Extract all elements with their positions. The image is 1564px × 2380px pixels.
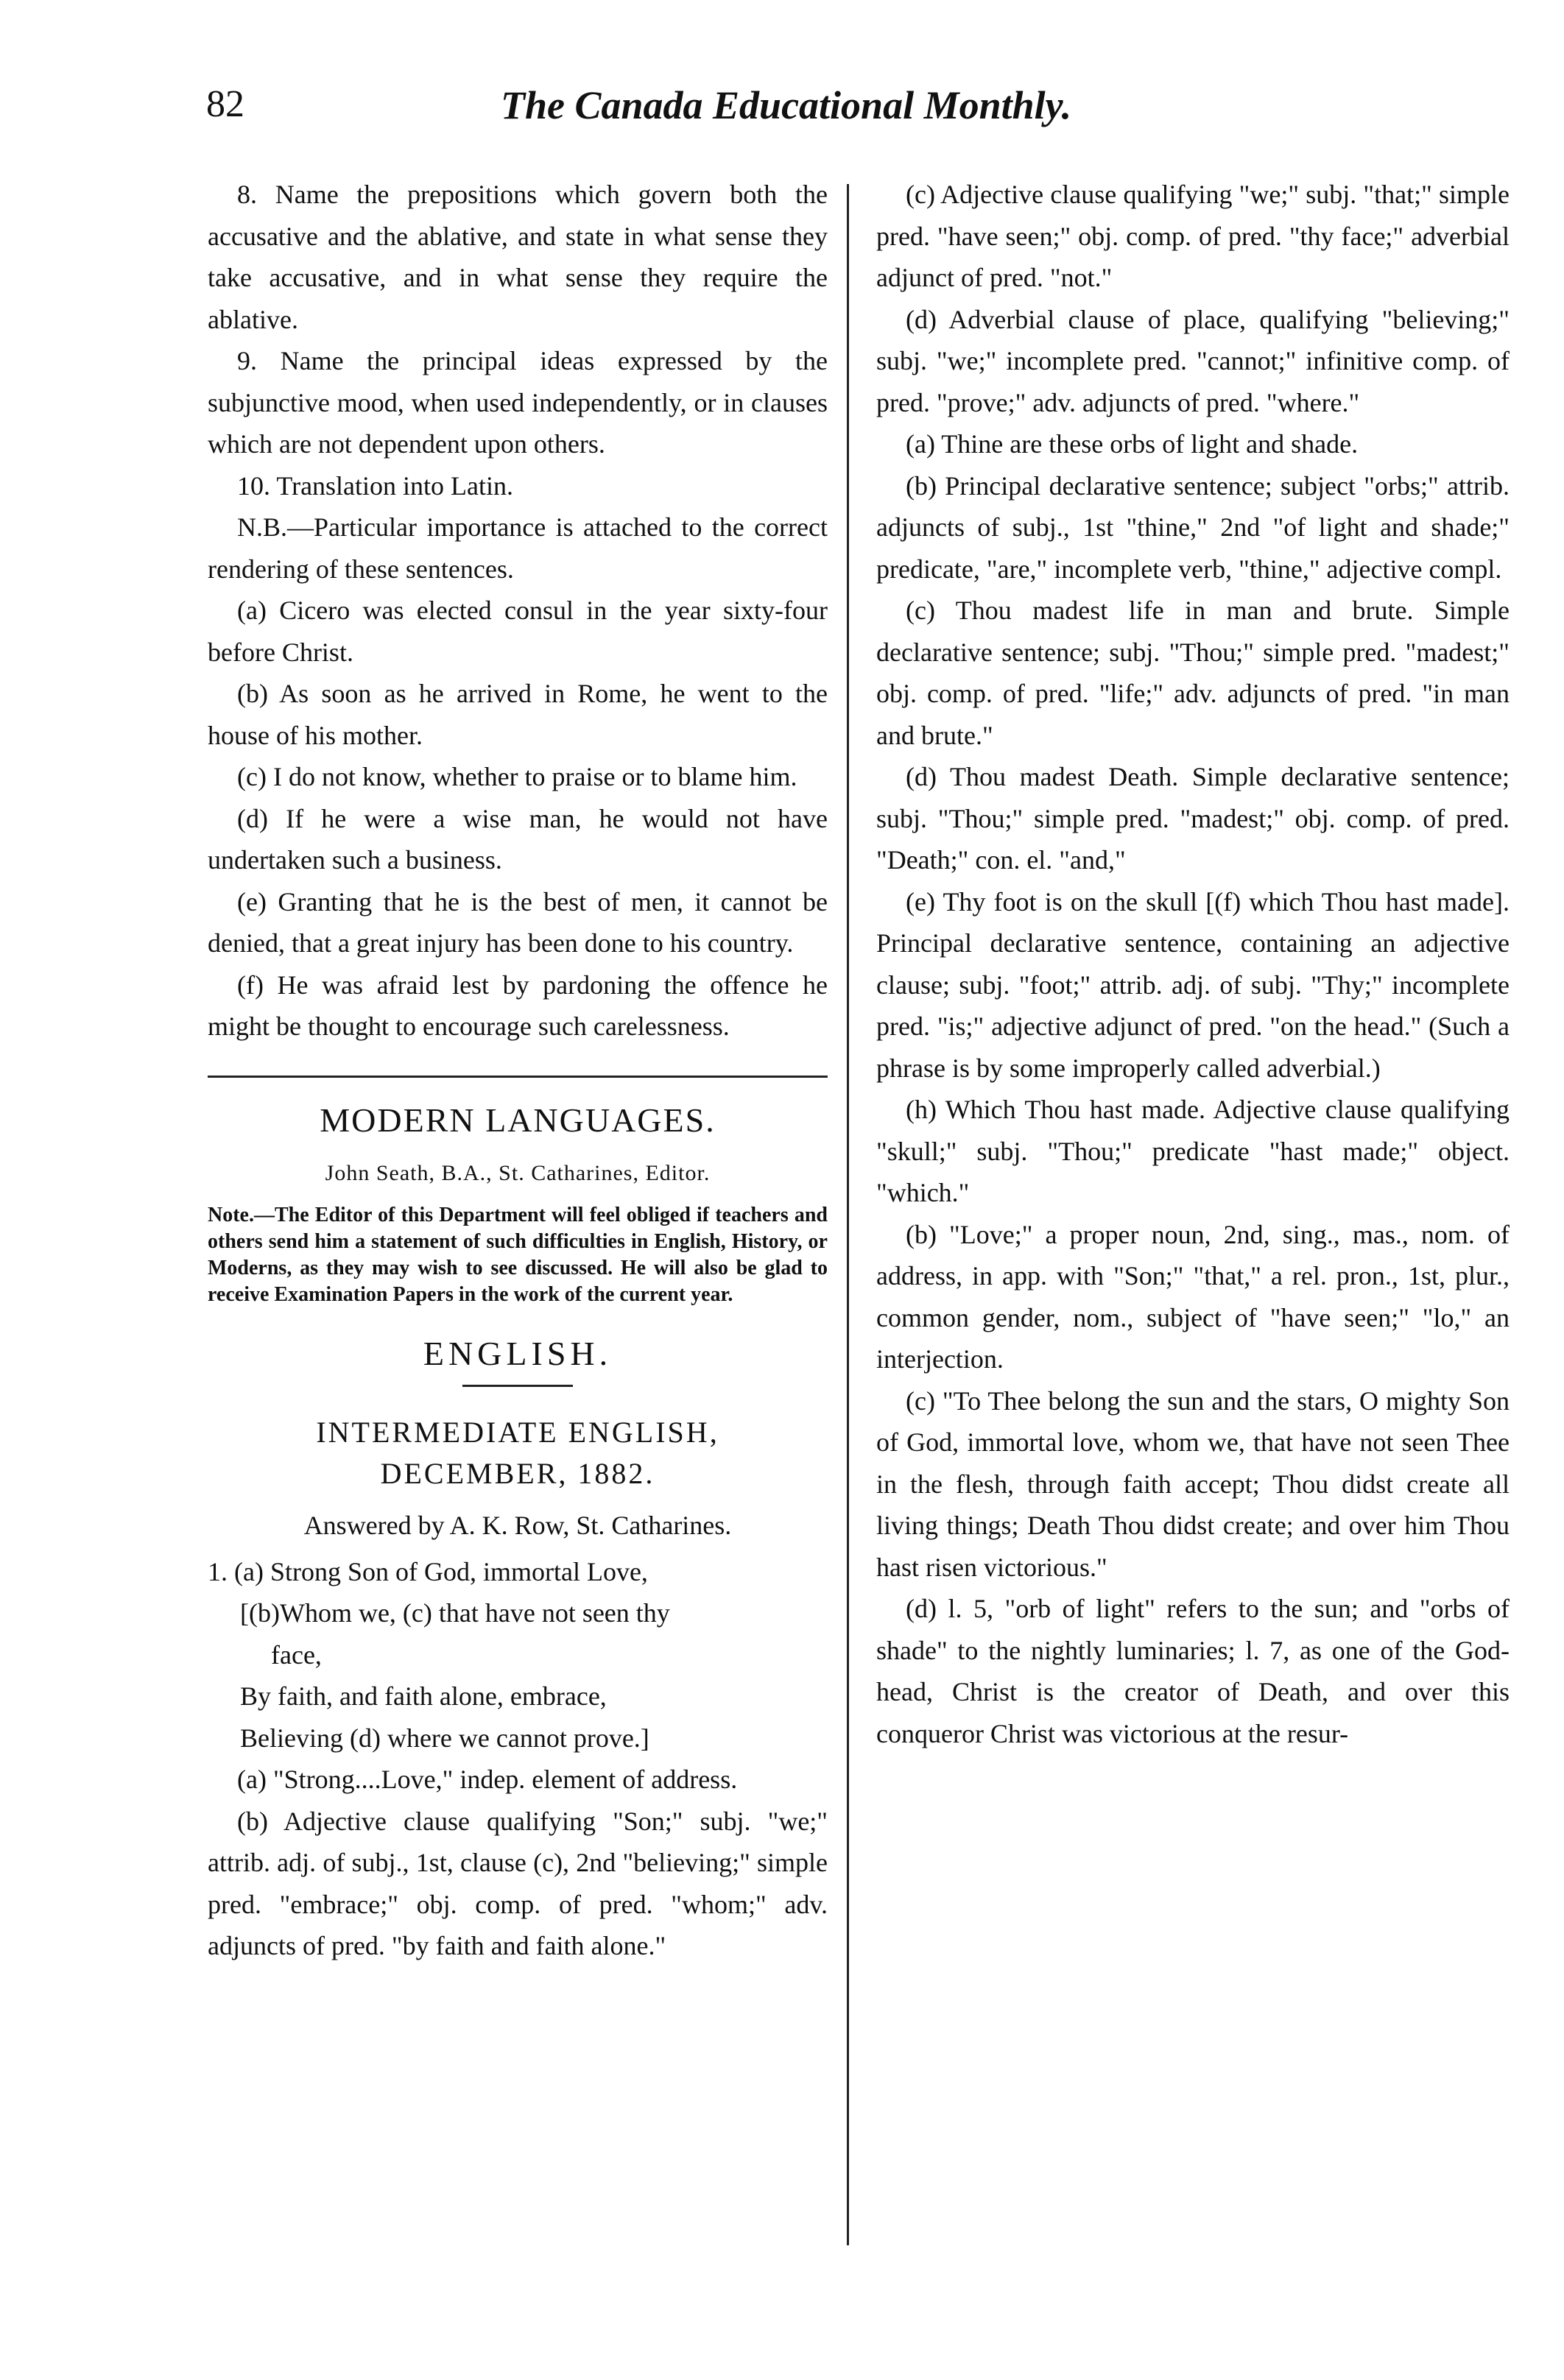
nota-bene: N.B.—Particular importance is attached to the correct rendering of these sentences. — [208, 512, 828, 584]
poem-line: Believing (d) where we cannot prove.] — [240, 1723, 649, 1753]
column-divider — [847, 184, 849, 2245]
answer-3c: (c) "To Thee belong the sun and the stars, O mighty Son of God, immortal love, whom we, that have not seen Thee in the flesh, through faith accept; Thou didst create all living things; Death Thou didst create; and over him Thou hast risen victorious." — [876, 1385, 1510, 1582]
page-header — [206, 82, 1348, 156]
answer-c: (c) Adjective clause qualifying "we;" subj. "that;" simple pred. "have seen;" obj. comp. of pred. "thy face;" adverbial adjunct of pred. "not." — [876, 180, 1510, 292]
exam-title-line-1: INTERMEDIATE ENGLISH, — [316, 1416, 719, 1449]
sentence-d: (d) If he were a wise man, he would not have undertaken such a business. — [208, 803, 828, 875]
section-title: MODERN LANGUAGES. — [320, 1101, 716, 1139]
poem-line: face, — [271, 1639, 322, 1670]
question-9: 9. Name the principal ideas expressed by the subjunctive mood, when used independently, or in clauses which are not dependent upon others. — [208, 346, 828, 459]
answer-2d: (d) Thou madest Death. Simple declarative sentence; subj. "Thou;" simple pred. "madest;" obj. comp. of pred. "Death;" con. el. "and," — [876, 762, 1510, 875]
left-column — [208, 174, 828, 1967]
sentence-b: (b) As soon as he arrived in Rome, he went to the house of his mother. — [208, 679, 828, 750]
answer-3d: (d) l. 5, "orb of light" refers to the sun; and "orbs of shade" to the nightly luminaries; l. 7, as one of the God-head, Christ is the creator of Death, and over this conqueror Christ was victorious at the resur- — [876, 1594, 1510, 1748]
answer-a: (a) "Strong....Love," indep. element of address. — [237, 1765, 738, 1794]
question-8: 8. Name the prepositions which govern both the accusative and the ablative, and state in what sense they take accusative, and in what sense they require the ablative. — [208, 180, 828, 334]
editor-line: John Seath, B.A., St. Catharines, Editor. — [325, 1161, 711, 1185]
answer-2b: (b) Principal declarative sentence; subject "orbs;" attrib. adjuncts of subj., 1st "thine," 2nd "of light and shade;" predicate, "are," incomplete verb, "thine," adjective compl. — [876, 470, 1510, 584]
page-number: 82 — [206, 83, 244, 125]
poem-line: By faith, and faith alone, embrace, — [240, 1681, 607, 1711]
question-10: 10. Translation into Latin. — [237, 470, 514, 501]
english-heading: ENGLISH. — [423, 1334, 613, 1372]
answer-2a: (a) Thine are these orbs of light and shade. — [906, 429, 1359, 459]
answer-2h: (h) Which Thou hast made. Adjective clause qualifying "skull;" subj. "Thou;" predicate "hast made;" object. "which." — [876, 1095, 1510, 1207]
editor-note: Note.—The Editor of this Department will feel obliged if teachers and others send him a statement of such difficulties in English, History, or Moderns, as they may wish to see discussed. He will also be glad to receive Examination Papers in the work of the current year. — [208, 1203, 828, 1306]
sentence-e: (e) Granting that he is the best of men, it cannot be denied, that a great injury has been done to his country. — [208, 886, 828, 958]
poem-excerpt — [208, 1551, 828, 1759]
right-column — [876, 174, 1510, 1754]
sentence-c: (c) I do not know, whether to praise or to blame him. — [237, 762, 797, 791]
answer-2c: (c) Thou madest life in man and brute. Simple declarative sentence; subj. "Thou;" simple pred. "madest;" obj. comp. of pred. "life;" adv. adjuncts of pred. "in man and brute." — [876, 596, 1510, 750]
sentence-a: (a) Cicero was elected consul in the year sixty-four before Christ. — [208, 596, 828, 667]
answer-b: (b) Adjective clause qualifying "Son;" subj. "we;" attrib. adj. of subj., 1st, clause (c), 2nd "believing;" simple pred. "embrace;" obj. comp. of pred. "whom;" adv. adjuncts of pred. "by faith and faith alone." — [208, 1806, 828, 1960]
poem-line: 1. (a) Strong Son of God, immortal Love, — [208, 1556, 648, 1586]
answer-3b: (b) "Love;" a proper noun, 2nd, sing., mas., nom. of address, in app. with "Son;" "that," a rel. pron., 1st, plur., common gender, nom., subject of "have seen;" "lo," an interjection. — [876, 1219, 1510, 1374]
answer-2e: (e) Thy foot is on the skull [(f) which Thou hast made]. Principal declarative sentence, containing an adjective clause; subj. "foot;" attrib. adj. of subj. "Thy;" incomplete pred. "is;" adjective adjunct of pred. "on the head." (Such a phrase is by some improperly called adverbial.) — [876, 886, 1510, 1083]
exam-title-line-2: DECEMBER, 1882. — [380, 1457, 655, 1490]
poem-line: [(b)Whom we, (c) that have not seen thy — [240, 1598, 670, 1628]
answered-by: Answered by A. K. Row, St. Catharines. — [303, 1511, 732, 1540]
heading-rule — [462, 1385, 573, 1387]
sentence-f: (f) He was afraid lest by pardoning the offence he might be thought to encourage such carelessness. — [208, 970, 828, 1041]
running-title: The Canada Educational Monthly. — [501, 83, 1072, 127]
answer-d: (d) Adverbial clause of place, qualifying "believing;" subj. "we;" incomplete pred. "cannot;" infinitive comp. of pred. "prove;" adv. adjuncts of pred. "where." — [876, 304, 1510, 417]
section-rule — [208, 1076, 828, 1078]
